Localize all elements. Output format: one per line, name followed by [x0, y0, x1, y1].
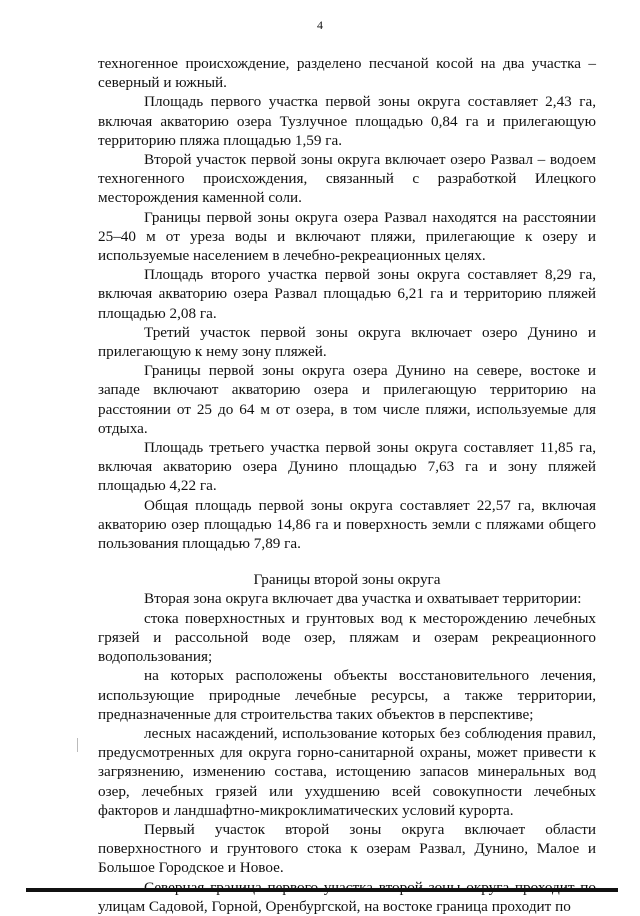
paragraph: улицам Садовой, Горной, Оренбургской, на востоке граница проходит по	[98, 897, 571, 915]
section-heading: Границы второй зоны округа	[253, 571, 441, 589]
paragraph: Вторая зона округа включает два участка и охватывает территории:	[144, 590, 582, 608]
paragraph: Границы первой зоны округа озера Развал находятся на расстоянии 25–40 м от уреза воды и включают пляжи, прилегающие к озеру и используемые населением в лечебно-рекреационных целях.	[98, 208, 596, 265]
paragraph: лесных насаждений, использование которых без соблюдения правил, предусмотренных для округа горно-санитарной охраны, может привести к загрязнению, изменению состава, истощению запасов минеральных вод озер, лечебных грязей или ухудшению всей совокупности лечебных факторов и ландшафтно-микроклиматических условий курорта.	[98, 724, 596, 819]
paragraph: Площадь третьего участка первой зоны округа составляет 11,85 га, включая акваторию озера Дунино площадью 7,63 га и зону пляжей площадью 4,22 га.	[98, 439, 596, 495]
page-number: 4	[317, 18, 323, 32]
paragraph: Третий участок первой зоны округа включает озеро Дунино и прилегающую к нему зону пляжей.	[98, 323, 596, 361]
paragraph: Площадь первого участка первой зоны округа составляет 2,43 га, включая акваторию озера Тузлучное площадью 0,84 га и прилегающую территорию пляжа площадью 1,59 га.	[98, 93, 596, 149]
paragraph: техногенное происхождение, разделено песчаной косой на два участка – северный и южный.	[98, 55, 596, 92]
paragraph: Общая площадь первой зоны округа составляет 22,57 га, включая акваторию озер площадью 14,86 га и поверхность земли с пляжами общего пользования площадью 7,89 га.	[98, 496, 596, 553]
paragraph: Первый участок второй зоны округа включает области поверхностного и грунтового стока к озерам Развал, Дунино, Малое и Большое Городское и Новое.	[98, 820, 596, 877]
paragraph: Второй участок первой зоны округа включает озеро Развал – водоем техногенного происхождения, связанный с разработкой Илецкого месторождения каменной соли.	[98, 151, 596, 207]
paragraph: Границы первой зоны округа озера Дунино на севере, востоке и западе включают акваторию озера и прилегающую территорию на расстоянии от 25 до 64 м от озера, в том числе пляжи, используемые для отдыха.	[98, 362, 596, 437]
margin-mark	[77, 738, 78, 752]
paragraphs-second-zone	[98, 589, 596, 915]
paragraph: стока поверхностных и грунтовых вод к месторождению лечебных грязей и рассольной воде озер, пляжам и озерам рекреационного водопользования;	[98, 609, 596, 666]
bottom-rule	[26, 888, 618, 892]
paragraph: на которых расположены объекты восстановительного лечения, использующие природные лечебные ресурсы, а также территории, предназначенные для строительства таких объектов в перспективе;	[98, 667, 596, 723]
paragraph: Площадь второго участка первой зоны округа составляет 8,29 га, включая акваторию озера Развал площадью 6,21 га и территорию пляжей площадью 2,08 га.	[98, 266, 596, 322]
paragraphs-first-zone	[98, 54, 596, 553]
document-body	[98, 54, 596, 916]
